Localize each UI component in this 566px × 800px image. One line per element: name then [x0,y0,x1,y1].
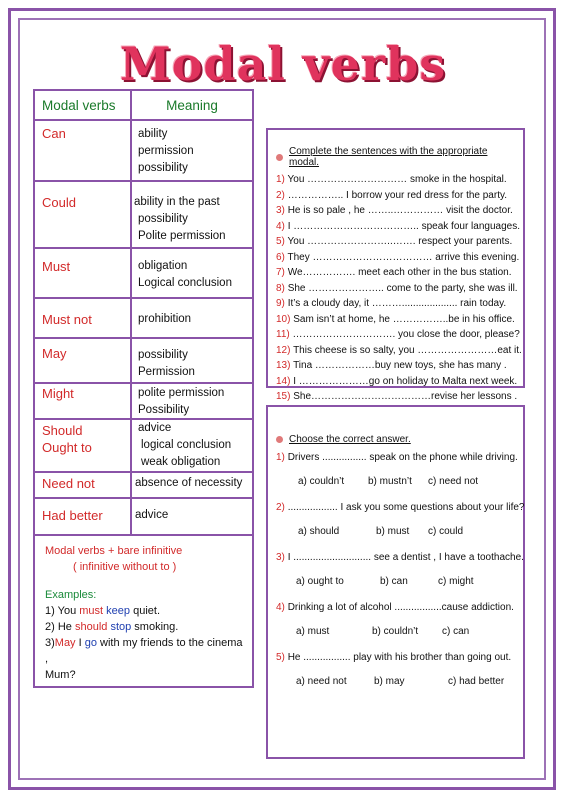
choose-answer-exercise [266,405,525,759]
sentence-number: 13) [276,360,291,371]
sentence-number: 10) [276,313,291,325]
meaning: permission [138,145,194,157]
sentence-number: 2) [276,189,285,201]
example-line: 2) He should stop smoking. [45,621,179,633]
sentence-text: He is so pale , he ……..…………… visit the doctor. [287,205,513,216]
sentence-text: They ……………………………… arrive this evening. [287,251,520,263]
meaning: polite permission [138,387,225,399]
sentence-line [276,389,517,405]
answer-option[interactable]: b) must [376,526,410,537]
sentence-number: 6) [276,251,285,263]
example-line: 3)May I go with my friends to the cinema , [45,637,243,665]
answer-options [276,675,517,689]
question-line [276,551,524,565]
meaning: Logical conclusion [138,277,232,289]
sentence-text: This cheese is so salty, you ……………………eat it. [293,344,522,356]
question-text: Drivers ................ speak on the phone while driving. [287,452,518,463]
sentence-text: She ………………….. come to the party, she was ill. [287,282,518,294]
table-header [35,91,252,121]
answer-option[interactable]: c) need not [428,476,479,487]
sentence-number: 15) [276,391,291,402]
sentence-text: I …………………go on holiday to Malta next week. [293,375,518,387]
answer-option[interactable]: b) may [374,676,405,687]
bullet-icon [276,154,283,161]
bare-infinitive-box [33,534,254,688]
answer-options [276,625,517,639]
sentence-text: She………………………………revise her lessons . [293,391,518,402]
sentence-line [276,327,520,343]
sentence-text: We……………. meet each other in the bus station. [287,267,512,278]
meaning: obligation [138,260,188,272]
sentence-number: 1) [276,174,285,185]
sentence-number: 4) [276,220,285,232]
meaning: ability in the past [134,196,220,208]
sentence-number: 12) [276,344,291,356]
table-row [35,339,252,384]
modal-verb: Ought to [42,440,92,455]
sentence-text: I ……………………………….. speak four languages. [287,220,520,232]
question-number: 5) [276,652,285,663]
sentence-line [276,172,517,188]
answer-option[interactable]: b) couldn’t [372,626,419,637]
page-title: Modal verbs [119,37,447,91]
answer-option[interactable]: b) can [380,576,408,587]
question-line [276,451,517,465]
question-number: 3) [276,552,285,563]
meaning: possibility [138,213,188,225]
table-row [35,299,252,339]
sentence-line [276,234,517,250]
question-number: 4) [276,602,285,613]
table-row [35,473,252,499]
meaning: Possibility [138,404,190,416]
sentence-number: 9) [276,298,285,309]
sentence-text: …………….. I borrow your red dress for the party. [287,189,508,201]
sentence-text: Sam isn’t at home, he ……………..be in his office. [293,313,515,325]
modal-verbs-table [33,89,254,536]
modal-verb: Can [42,126,66,141]
sentence-line [276,296,517,312]
answer-option[interactable]: b) mustn’t [368,476,412,487]
bullet-icon [276,436,283,443]
examples-label: Examples: [45,589,97,601]
example-line: Mum? [45,669,76,681]
infinitive-subheading: ( infinitive without to ) [73,561,177,573]
answer-option[interactable]: c) could [428,526,464,537]
table-row [35,420,252,473]
sentence-line [276,281,517,297]
table-row [35,182,252,249]
sentence-text: It’s a cloudy day, it ……….................... rain today. [287,298,507,309]
modal-verb: Need not [42,476,95,491]
meaning: prohibition [138,313,192,325]
meaning: Permission [138,366,195,378]
sentence-text: Tina ………………buy new toys, she has many . [293,360,507,371]
meaning: possibility [138,349,188,361]
meaning: ability [138,128,168,140]
answer-option[interactable]: c) can [442,626,470,637]
meaning: Polite permission [138,230,226,242]
sentence-number: 11) [276,329,290,340]
exercise-instruction: Complete the sentences with the appropriate modal. [289,146,488,168]
table-row [35,384,252,420]
meaning: advice [135,509,169,521]
answer-option[interactable]: a) must [296,626,330,637]
question-text: He ................. play with his brother than going out. [287,652,512,663]
sentence-number: 5) [276,236,285,247]
answer-option[interactable]: a) couldn’t [298,476,345,487]
sentence-text: …………………………. you close the door, please? [292,329,520,340]
answer-option[interactable]: a) should [298,526,340,537]
answer-option[interactable]: c) had better [448,676,505,687]
sentence-number: 3) [276,205,285,216]
sentence-line [276,203,517,219]
answer-options [276,475,517,489]
question-text: I ............................ see a dentist , I have a toothache. [287,552,524,563]
question-text: .................. I ask you some questions about your life? [287,502,525,513]
answer-options [276,525,517,539]
header-modal-verbs: Modal verbs [35,91,132,119]
sentence-line [276,250,520,266]
complete-sentences-exercise [266,128,525,402]
answer-option[interactable]: c) might [438,576,474,587]
answer-options [276,575,517,589]
meaning: possibility [138,162,188,174]
meaning: logical conclusion [141,439,232,451]
table-row [35,249,252,299]
answer-option[interactable]: a) need not [296,676,347,687]
answer-option[interactable]: a) ought to [296,576,344,587]
sentence-number: 14) [276,375,291,387]
sentence-number: 8) [276,282,285,294]
example-line: 1) You must keep quiet. [45,605,160,617]
modal-verb: Could [42,195,76,210]
sentence-number: 7) [276,267,285,278]
sentence-text: You ………………………… smoke in the hospital. [287,174,507,185]
meaning: weak obligation [141,456,221,468]
meaning: advice [138,422,172,434]
modal-verb: May [42,346,67,361]
sentence-line [276,188,517,204]
question-line [276,601,517,615]
modal-verb: Might [42,386,74,401]
question-text: Drinking a lot of alcohol .................cause addiction. [287,602,514,613]
table-row [35,121,252,182]
exercise-instruction: Choose the correct answer. [289,434,411,445]
modal-verb: Should [42,423,83,438]
modal-verb: Had better [42,508,103,523]
question-number: 1) [276,452,285,463]
sentence-line [276,374,517,390]
sentence-line [276,312,517,328]
sentence-text: You ……………………..……. respect your parents. [287,236,513,247]
meaning: absence of necessity [135,477,243,489]
sentence-line [276,358,517,374]
question-number: 2) [276,502,285,513]
modal-verb: Must not [42,312,92,327]
sentence-line [276,265,517,281]
question-line [276,651,517,665]
sentence-line [276,219,520,235]
sentence-line [276,343,522,359]
infinitive-heading: Modal verbs + bare infinitive [45,545,183,557]
modal-verb: Must [42,259,71,274]
header-meaning: Meaning [166,98,218,113]
question-line [276,501,525,515]
table-row [35,499,252,534]
